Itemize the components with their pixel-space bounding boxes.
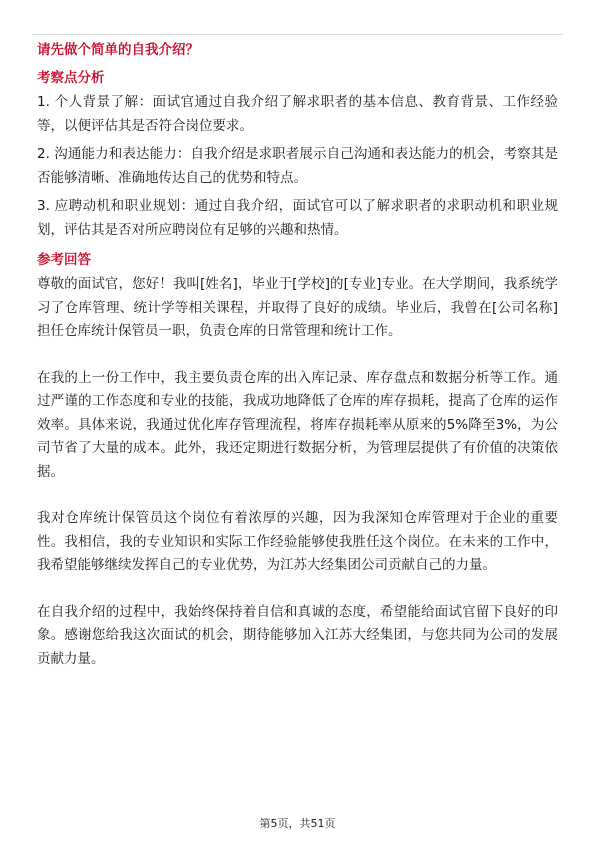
- answer-body: [37, 273, 558, 671]
- analysis-list: [37, 91, 558, 242]
- analysis-heading: 考察点分析: [37, 70, 105, 86]
- document-body: [37, 40, 558, 671]
- header-divider: [32, 34, 563, 35]
- analysis-item: 1. 个人背景了解：面试官通过自我介绍了解求职者的基本信息、教育背景、工作经验等，以便评估其是否符合岗位要求。: [37, 94, 558, 134]
- answer-heading: 参考回答: [37, 252, 91, 268]
- answer-paragraph: 我对仓库统计保管员这个岗位有着浓厚的兴趣，因为我深知仓库管理对于企业的重要性。我相信，我的专业知识和实际工作经验能够使我胜任这个岗位。在未来的工作中，我希望能够继续发挥自己的专业优势，为江苏大经集团公司贡献自己的力量。: [37, 510, 558, 573]
- analysis-item: 3. 应聘动机和职业规划：通过自我介绍，面试官可以了解求职者的求职动机和职业规划，评估其是否对所应聘岗位有足够的兴趣和热情。: [37, 198, 558, 238]
- question-title: 请先做个简单的自我介绍？: [37, 42, 199, 58]
- answer-paragraph: 在自我介绍的过程中，我始终保持着自信和真诚的态度，希望能给面试官留下良好的印象。感谢您给我这次面试的机会，期待能够加入江苏大经集团，与您共同为公司的发展贡献力量。: [37, 603, 558, 667]
- analysis-item: 2. 沟通能力和表达能力：自我介绍是求职者展示自己沟通和表达能力的机会，考察其是否能够清晰、准确地传达自己的优势和特点。: [37, 146, 558, 186]
- page-number: 第5页，共51页: [259, 817, 336, 830]
- answer-paragraph: 尊敬的面试官，您好！我叫[姓名]，毕业于[学校]的[专业]专业。在大学期间，我系统学习了仓库管理、统计学等相关课程，并取得了良好的成绩。毕业后，我曾在[公司名称]担任仓库统计保管员一职，负责仓库的日常管理和统计工作。: [37, 276, 558, 339]
- answer-paragraph: 在我的上一份工作中，我主要负责仓库的出入库记录、库存盘点和数据分析等工作。通过严谨的工作态度和专业的技能，我成功地降低了仓库的库存损耗，提高了仓库的运作效率。具体来说，我通过优化库存管理流程，将库存损耗率从原来的5%降至3%，为公司节省了大量的成本。此外，我还定期进行数据分析，为管理层提供了有价值的决策依据。: [37, 369, 558, 480]
